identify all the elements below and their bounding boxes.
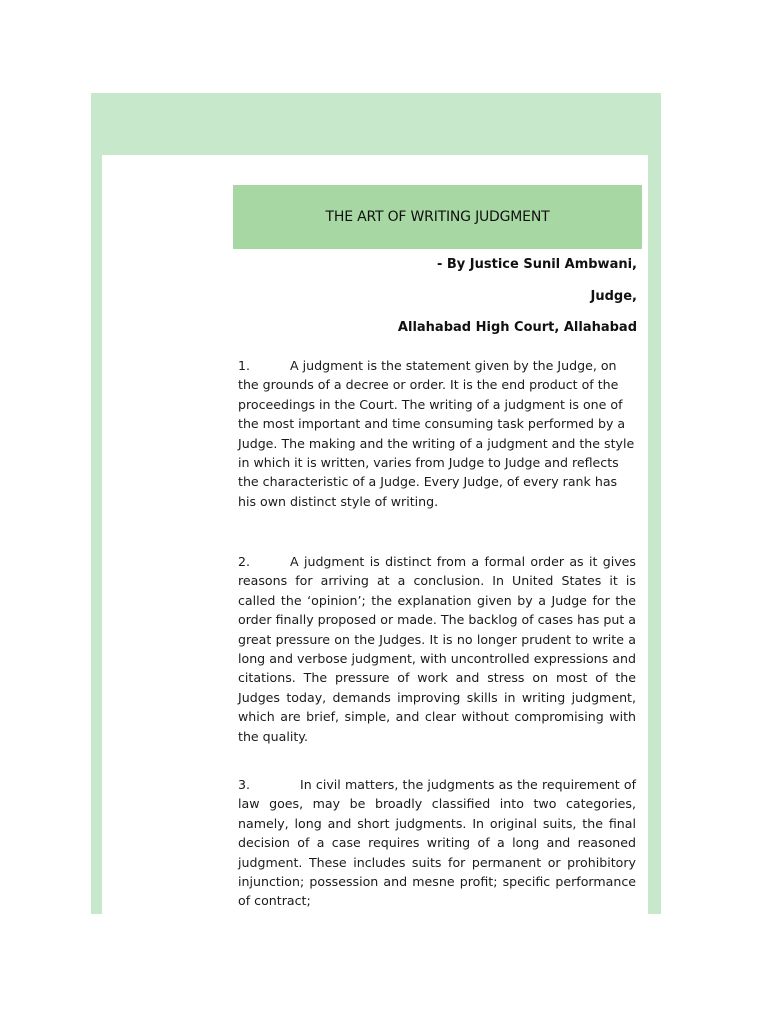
paragraph-text: A judgment is distinct from a formal order as it gives reasons for arriving at a conclusion. In United States it is called the ‘opinion’; the explanation given by a Judge for the order finally proposed or made. The backlog of cases has put a great pressure on the Judges. It is no longer prudent to write a long and verbose judgment, with uncontrolled expressions and citations. The pressure of work and stress on most of the Judges today, demands improving skills in writing judgment, which are brief, simple, and clear without compromising with the quality. bbox=[238, 554, 637, 744]
paragraph-2 bbox=[238, 552, 636, 746]
byline-position: Judge, bbox=[590, 289, 637, 304]
byline-author: - By Justice Sunil Ambwani, bbox=[436, 257, 637, 272]
title-banner bbox=[233, 185, 642, 249]
byline-court: Allahabad High Court, Allahabad bbox=[397, 320, 637, 335]
paragraph-number: 1. bbox=[238, 358, 251, 373]
document-title: THE ART OF WRITING JUDGMENT bbox=[325, 209, 550, 225]
paragraph-number: 3. bbox=[238, 777, 251, 792]
paragraph-text: In civil matters, the judgments as the requirement of law goes, may be broadly classified into two categories, namely, long and short judgments. In original suits, the final decision of a case requires writing of a long and reasoned judgment. These includes suits for permanent or prohibitory injunction; possession and mesne profit; specific performance of contract; bbox=[238, 777, 636, 909]
paragraph-3 bbox=[238, 775, 636, 911]
paragraph-text: A judgment is the statement given by the Judge, on the grounds of a decree or order. It is the end product of the proceedings in the Court. The writing of a judgment is one of the most important and time consuming task performed by a Judge. The making and the writing of a judgment and the style in which it is written, varies from Judge to Judge and reflects the characteristic of a Judge. Every Judge, of every rank has his own distinct style of writing. bbox=[238, 358, 635, 509]
paragraph-number: 2. bbox=[238, 554, 251, 569]
paragraph-1 bbox=[238, 356, 636, 511]
